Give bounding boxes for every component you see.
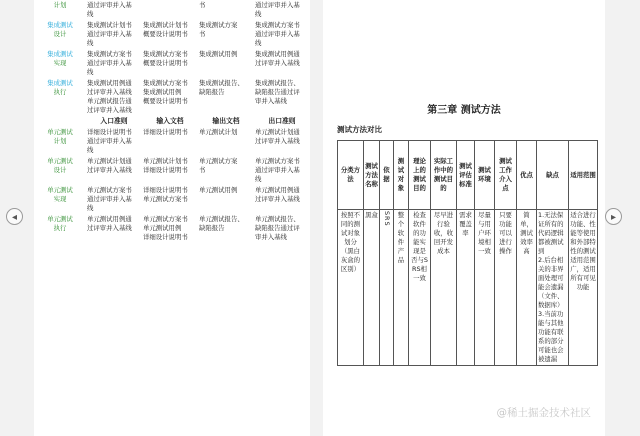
table-cell [431, 210, 457, 366]
table-cell [495, 210, 517, 366]
cell-text: 只要功能可以进行操作 [499, 211, 512, 255]
table-cell: 集成测试计划书 通过评审并入基 线 [87, 21, 132, 47]
chevron-right-icon[interactable]: ▸ [605, 208, 622, 225]
table-cell: 书 [199, 1, 206, 9]
table-cell [142, 0, 198, 20]
process-criteria-table [34, 0, 310, 243]
table-cell [338, 210, 364, 366]
table-cell: 输出文档 [212, 117, 240, 125]
table-cell [569, 210, 598, 366]
column-header [380, 141, 394, 210]
table-cell: 单元测试报告、 缺陷报告 [199, 215, 244, 232]
table-header-row [338, 141, 598, 210]
table-cell [457, 210, 475, 366]
cell-text: 需求覆盖率 [459, 211, 472, 237]
table-cell: 集成测试报告、 缺陷报告通过评 审并入基线 [255, 79, 300, 105]
table-cell [364, 210, 380, 366]
table-cell: 单元测试计划 [199, 128, 238, 136]
table-cell: 集成测试报告、 缺陷报告 [199, 79, 244, 96]
section-title: 测试方法对比 [337, 125, 382, 134]
table-cell: 单元测试计划通 过评审并入基线 [87, 157, 132, 174]
column-header [495, 141, 517, 210]
table-row [338, 210, 598, 366]
stage-name: 集成测试 [47, 50, 73, 58]
table-cell [517, 210, 537, 366]
table-cell: 集成测试用例 [199, 50, 238, 58]
chapter-title: 第三章 测试方法 [427, 105, 501, 116]
cell-text: 尽早进行验收，收回开发成本 [433, 211, 454, 255]
cell-text: SRS [383, 211, 391, 227]
stage-name: 集成测试 [47, 21, 73, 29]
table-cell [537, 210, 569, 366]
table-cell: 输入文档 [156, 117, 184, 125]
column-header-label: 实际工作中的测试目的 [433, 157, 454, 192]
table-cell: 集成测试方案书 概要设计说明书 [143, 50, 188, 67]
cell-text: 适合进行功能、性能等使用和外部特性的测试适用范围广，适用所有可见功能 [570, 211, 596, 291]
watermark: @稀土掘金技术社区 [496, 407, 591, 419]
table-cell [394, 210, 409, 366]
table-cell [34, 116, 86, 127]
table-cell: 集成测试方案书 集成测试用例 概要设计说明书 [143, 79, 188, 105]
table-cell: 单元测试 实现 [47, 186, 73, 203]
column-header-label: 理论上的测试目的 [413, 157, 426, 192]
column-header [409, 141, 431, 210]
table-cell [380, 210, 394, 366]
table-cell: 单元测试计划通 过评审并入基线 [255, 128, 300, 145]
table-cell: 集成测试方案书 通过评审并入基 线 [255, 21, 300, 47]
column-header [338, 141, 364, 210]
table-cell: 集成测试方案书 通过评审并入基 线 [87, 50, 132, 76]
table-cell: 单元测试方案书 通过评审并入基 线 [255, 157, 300, 183]
table-cell: 出口准则 [268, 117, 296, 125]
table-cell: 通过评审并入基 线 [87, 1, 132, 18]
table-cell: 详细设计说明书 通过评审并入基 线 [87, 128, 132, 154]
table-cell: 集成测试用例通 过评审并入基线 [255, 50, 300, 67]
column-header [475, 141, 495, 210]
table-cell [475, 210, 495, 366]
column-header-label: 适用范围 [570, 170, 596, 179]
table-cell: 单元测试方案 书 [199, 157, 238, 174]
table-cell: 集成测试用例通 过评审并入基线 单元测试报告通 过评审并入基线 [87, 79, 132, 114]
table-cell: 单元测试 设计 [47, 157, 73, 174]
column-header [537, 141, 569, 210]
table-cell: 集成测试 执行 [47, 79, 73, 96]
column-header-label: 测试方法名称 [365, 161, 378, 188]
table-cell: 单元测试用例通 过评审并入基线 [87, 215, 132, 232]
table-cell: 单元测试报告、 缺陷报告通过评 审并入基线 [255, 215, 300, 241]
table-row [34, 127, 310, 156]
column-header-label: 测试对象 [397, 157, 405, 192]
cell-text: 1.无法保证所有的代码逻辑都被测试到 2.后台相关的非界面处理可能会遗漏（文件、数据库） 3.当前功能与其他功能有联系的部分可能也会被遗漏 [538, 211, 564, 363]
left-page [34, 0, 310, 436]
table-cell: 计划 [53, 1, 67, 9]
cell-text: 整个软件产品 [397, 211, 405, 264]
table-cell: 集成测试 设计 [47, 21, 73, 38]
column-header-label: 测试评估标准 [459, 161, 472, 188]
table-row [34, 78, 310, 116]
table-cell: 集成测试计划书 概要设计说明书 [143, 21, 188, 38]
column-header [364, 141, 380, 210]
table-cell: 单元测试方案书 通过评审并入基 线 [87, 186, 132, 212]
table-cell: 单元测试用例 [199, 186, 238, 194]
table-cell [409, 210, 431, 366]
table-cell: 单元测试 执行 [47, 215, 73, 232]
cell-text: 检查软件的功能实现是否与SRS相一致 [411, 211, 428, 282]
table-cell: 详细设计说明书 单元测试方案书 [143, 186, 188, 203]
column-header [517, 141, 537, 210]
cell-text: 尽量与用户环境相一致 [478, 211, 491, 255]
cell-text: 按照不同的测试对象划分（黑白灰盒的区别） [340, 211, 361, 273]
column-header [457, 141, 475, 210]
table-cell: 集成测试方案 书 [199, 21, 238, 38]
column-header-label: 优点 [520, 170, 533, 179]
column-header-label: 依据 [383, 166, 390, 183]
column-header [431, 141, 457, 210]
column-header [394, 141, 409, 210]
column-header-label: 缺点 [546, 170, 559, 179]
test-method-comparison-table [337, 140, 598, 366]
table-row [34, 185, 310, 214]
table-row [34, 20, 310, 49]
table-row [34, 49, 310, 78]
column-header-label: 分类方法 [340, 166, 361, 183]
table-cell: 单元测试计划书 详细设计说明书 [143, 157, 188, 174]
table-cell: 入口准则 [100, 117, 128, 125]
table-cell: 单元测试 计划 [47, 128, 73, 145]
table-cell: 集成测试 实现 [47, 50, 73, 67]
table-row [34, 116, 310, 127]
chevron-left-icon[interactable]: ◂ [6, 208, 23, 225]
right-page [323, 0, 605, 436]
table-cell: 单元测试用例通 过评审并入基线 [255, 186, 300, 203]
column-header-label: 测试工作介入点 [499, 157, 512, 192]
table-row [34, 156, 310, 185]
table-cell: 单元测试方案书 单元测试用例 详细设计说明书 [143, 215, 188, 241]
cell-text: 简单，测试效率高 [520, 211, 533, 255]
column-header [569, 141, 598, 210]
cell-text: 黑盒 [365, 211, 378, 219]
table-cell: 详细设计说明书 [143, 128, 188, 136]
table-cell: 通过评审并入基 线 [255, 1, 300, 18]
table-row [34, 214, 310, 243]
column-header-label: 测试环境 [478, 166, 491, 183]
stage-name: 集成测试 [47, 79, 73, 87]
table-row [34, 0, 310, 20]
